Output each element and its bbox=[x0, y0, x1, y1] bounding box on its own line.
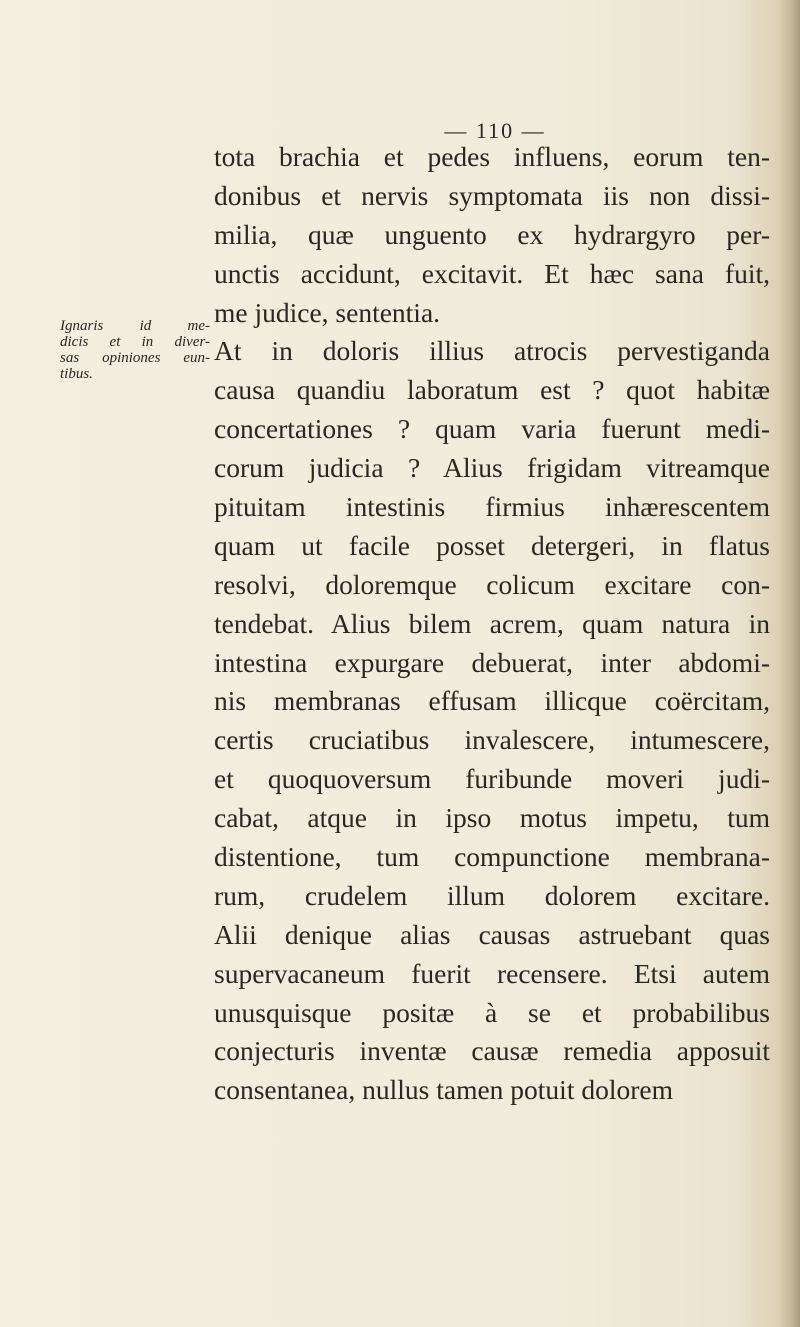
margin-note-line: sas opiniones eun- bbox=[60, 350, 210, 366]
text-line: corum judicia ? Alius frigidam vitreamque bbox=[214, 452, 770, 484]
text-line: quam ut facile posset detergeri, in flatus bbox=[214, 529, 770, 561]
page-edge-shadow bbox=[778, 0, 800, 1327]
text-line: concertationes ? quam varia fuerunt medi- bbox=[214, 413, 770, 445]
text-line: causa quandiu laboratum est ? quot habitæ bbox=[214, 374, 770, 406]
text-line: pituitam intestinis firmius inhærescentem bbox=[214, 491, 770, 523]
text-line: nis membranas effusam illicque coërcitam, bbox=[214, 685, 770, 717]
margin-note-line: tibus. bbox=[60, 366, 93, 382]
text-line: tendebat. Alius bilem acrem, quam natura in bbox=[214, 607, 770, 639]
text-line: cabat, atque in ipso motus impetu, tum bbox=[214, 802, 770, 834]
text-line: distentione, tum compunctione membrana- bbox=[214, 841, 770, 873]
page-number: — 110 — bbox=[444, 118, 546, 143]
body-text bbox=[214, 138, 770, 1110]
text-line: intestina expurgare debuerat, inter abdomi- bbox=[214, 646, 770, 678]
margin-note bbox=[60, 318, 210, 382]
text-line: me judice, sententia. bbox=[214, 296, 441, 328]
margin-note-line: Ignaris id me- bbox=[60, 318, 210, 334]
text-line: certis cruciatibus invalescere, intumescere, bbox=[214, 724, 770, 756]
text-line: At in doloris illius atrocis pervestiganda bbox=[214, 335, 770, 367]
text-line: consentanea, nullus tamen potuit dolorem bbox=[214, 1074, 673, 1106]
text-line: milia, quæ unguento ex hydrargyro per- bbox=[214, 218, 770, 250]
text-line: donibus et nervis symptomata iis non dissi- bbox=[214, 179, 770, 211]
text-line: tota brachia et pedes influens, eorum ten- bbox=[214, 141, 770, 172]
text-line: supervacaneum fuerit recensere. Etsi autem bbox=[214, 957, 770, 989]
text-line: conjecturis inventæ causæ remedia apposuit bbox=[214, 1035, 770, 1067]
text-line: unctis accidunt, excitavit. Et hæc sana fuit, bbox=[214, 257, 770, 289]
margin-note-line: dicis et in diver- bbox=[60, 334, 210, 350]
text-line: Alii denique alias causas astruebant quas bbox=[214, 918, 770, 950]
text-line: resolvi, doloremque colicum excitare con- bbox=[214, 568, 770, 600]
text-line: rum, crudelem illum dolorem excitare. bbox=[214, 879, 770, 911]
text-line: et quoquoversum furibunde moveri judi- bbox=[214, 763, 770, 795]
text-line: unusquisque positæ à se et probabilibus bbox=[214, 996, 770, 1028]
